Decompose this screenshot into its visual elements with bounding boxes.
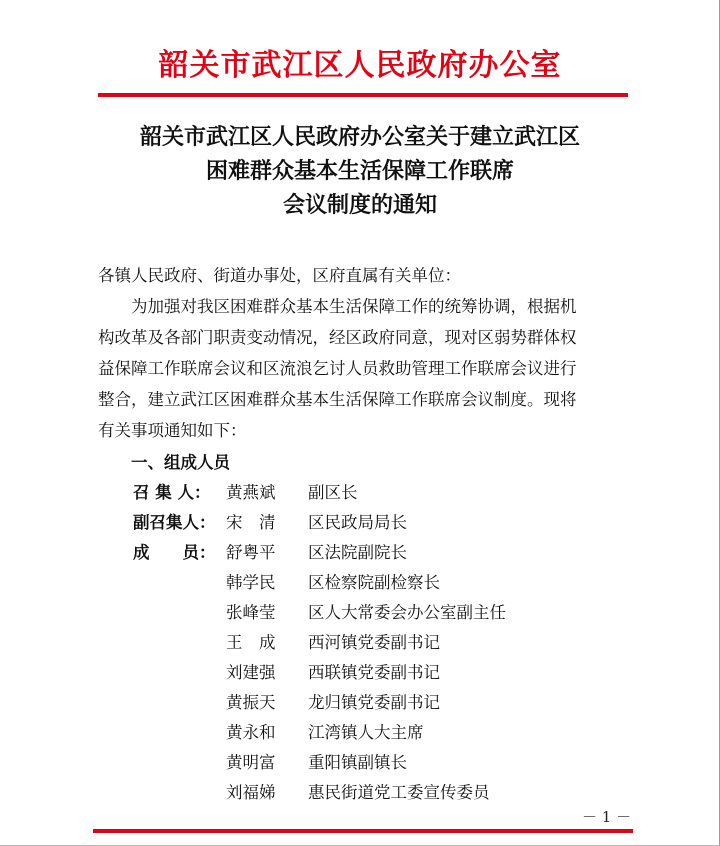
member-name: 黄永和 — [226, 723, 276, 742]
member-position: 区法院副院长 — [308, 543, 407, 562]
paragraph-line: 有关事项通知如下： — [98, 421, 247, 440]
paragraph-line: 为加强对我区困难群众基本生活保障工作的统筹协调，根据机 — [131, 297, 577, 316]
member-position: 区检察院副检察长 — [308, 573, 440, 592]
member-position: 西河镇党委副书记 — [308, 633, 440, 652]
member-name: 宋 清 — [226, 513, 276, 532]
member-role: 成 员： — [133, 543, 216, 562]
member-name: 刘福娣 — [226, 783, 276, 802]
paragraph-line: 益保障工作联席会议和区流浪乞讨人员救助管理工作联席会议进行 — [98, 359, 577, 378]
member-name: 韩学民 — [226, 573, 276, 592]
document-title-line-2: 困难群众基本生活保障工作联席 — [205, 158, 514, 184]
footer-red-rule — [93, 829, 633, 833]
member-name: 刘建强 — [226, 663, 276, 682]
member-position: 区人大常委会办公室副主任 — [308, 603, 506, 622]
member-role: 副召集人： — [133, 513, 216, 532]
letterhead-title: 韶关市武江区人民政府办公室 — [158, 48, 562, 83]
document-title-line-3: 会议制度的通知 — [282, 192, 437, 218]
section-heading: 一、组成人员 — [131, 453, 230, 472]
salutation: 各镇人民政府、街道办事处，区府直属有关单位： — [98, 266, 461, 285]
member-name: 黄燕斌 — [226, 483, 276, 502]
member-position: 龙归镇党委副书记 — [308, 693, 440, 712]
member-position: 重阳镇副镇长 — [308, 753, 407, 772]
document-title-line-1: 韶关市武江区人民政府办公室关于建立武江区 — [139, 124, 580, 150]
paragraph-line: 整合，建立武江区困难群众基本生活保障工作联席会议制度。现将 — [98, 390, 577, 409]
member-role: 召 集 人： — [133, 483, 211, 502]
member-name: 舒粤平 — [226, 543, 276, 562]
member-position: 副区长 — [308, 483, 358, 502]
member-name: 黄明富 — [226, 753, 276, 772]
paragraph-line: 构改革及各部门职责变动情况，经区政府同意，现对区弱势群体权 — [98, 328, 577, 347]
member-position: 江湾镇人大主席 — [308, 723, 424, 742]
member-position: 西联镇党委副书记 — [308, 663, 440, 682]
page-number: － 1 － — [582, 808, 632, 826]
member-name: 张峰莹 — [226, 603, 276, 622]
letterhead-red-rule — [98, 93, 628, 97]
member-name: 黄振天 — [226, 693, 276, 712]
member-position: 区民政局局长 — [308, 513, 407, 532]
member-name: 王 成 — [226, 633, 276, 652]
member-position: 惠民街道党工委宣传委员 — [308, 783, 490, 802]
